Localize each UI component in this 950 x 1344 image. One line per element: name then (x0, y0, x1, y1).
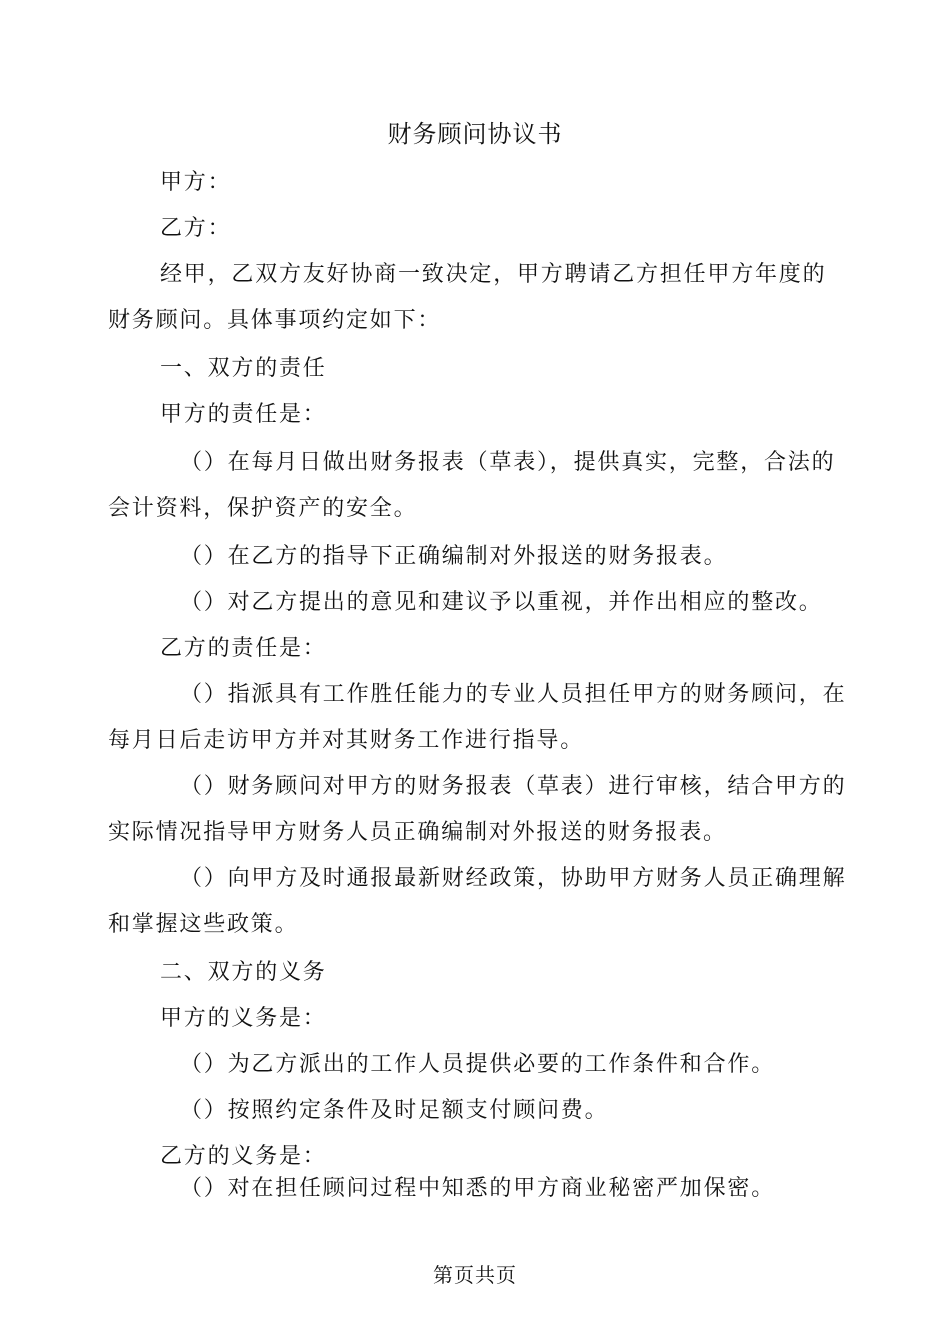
party-b-line: 乙方： (160, 216, 232, 241)
document-title: 财务顾问协议书 (387, 120, 563, 148)
section-2-a-item-1: （）为乙方派出的工作人员提供必要的工作条件和合作。 (180, 1052, 776, 1077)
section-2-party-a-heading: 甲方的义务是： (160, 1006, 327, 1031)
section-1-party-b-heading: 乙方的责任是： (160, 636, 327, 661)
section-1-b-item-1-line-1: （）指派具有工作胜任能力的专业人员担任甲方的财务顾问，在 (180, 682, 847, 707)
section-1-b-item-2-line-2: 实际情况指导甲方财务人员正确编制对外报送的财务报表。 (108, 820, 727, 845)
section-2-b-item-1: （）对在担任顾问过程中知悉的甲方商业秘密严加保密。 (180, 1176, 776, 1201)
section-1-b-item-3 (108, 856, 847, 948)
section-1-a-item-1-line-1: （）在每月日做出财务报表（草表），提供真实，完整，合法的 (180, 450, 836, 475)
section-1-b-item-1 (108, 672, 847, 764)
section-2-heading: 二、双方的义务 (160, 960, 327, 985)
section-1-b-item-3-line-2: 和掌握这些政策。 (108, 912, 299, 937)
party-a-line: 甲方： (160, 170, 232, 195)
section-1-a-item-3: （）对乙方提出的意见和建议予以重视，并作出相应的整改。 (180, 590, 823, 615)
section-2-party-b-heading: 乙方的义务是： (160, 1144, 327, 1169)
intro-paragraph (108, 252, 838, 344)
section-1-a-item-1-line-2: 会计资料，保护资产的安全。 (108, 496, 418, 521)
section-1-b-item-2 (108, 764, 847, 856)
section-1-party-a-heading: 甲方的责任是： (160, 402, 327, 427)
section-2-a-item-2: （）按照约定条件及时足额支付顾问费。 (180, 1098, 609, 1123)
section-1-b-item-1-line-2: 每月日后走访甲方并对其财务工作进行指导。 (108, 728, 585, 753)
section-1-b-item-2-line-1: （）财务顾问对甲方的财务报表（草表）进行审核，结合甲方的 (180, 774, 847, 799)
page-footer: 第页共页 (433, 1263, 517, 1287)
section-1-heading: 一、双方的责任 (160, 356, 327, 381)
intro-line-1: 经甲，乙双方友好协商一致决定，甲方聘请乙方担任甲方年度的 (160, 262, 827, 287)
section-1-a-item-2: （）在乙方的指导下正确编制对外报送的财务报表。 (180, 544, 728, 569)
section-1-b-item-3-line-1: （）向甲方及时通报最新财经政策，协助甲方财务人员正确理解 (180, 866, 847, 891)
intro-line-2: 财务顾问。具体事项约定如下： (108, 308, 442, 333)
section-1-a-item-1 (108, 440, 838, 532)
